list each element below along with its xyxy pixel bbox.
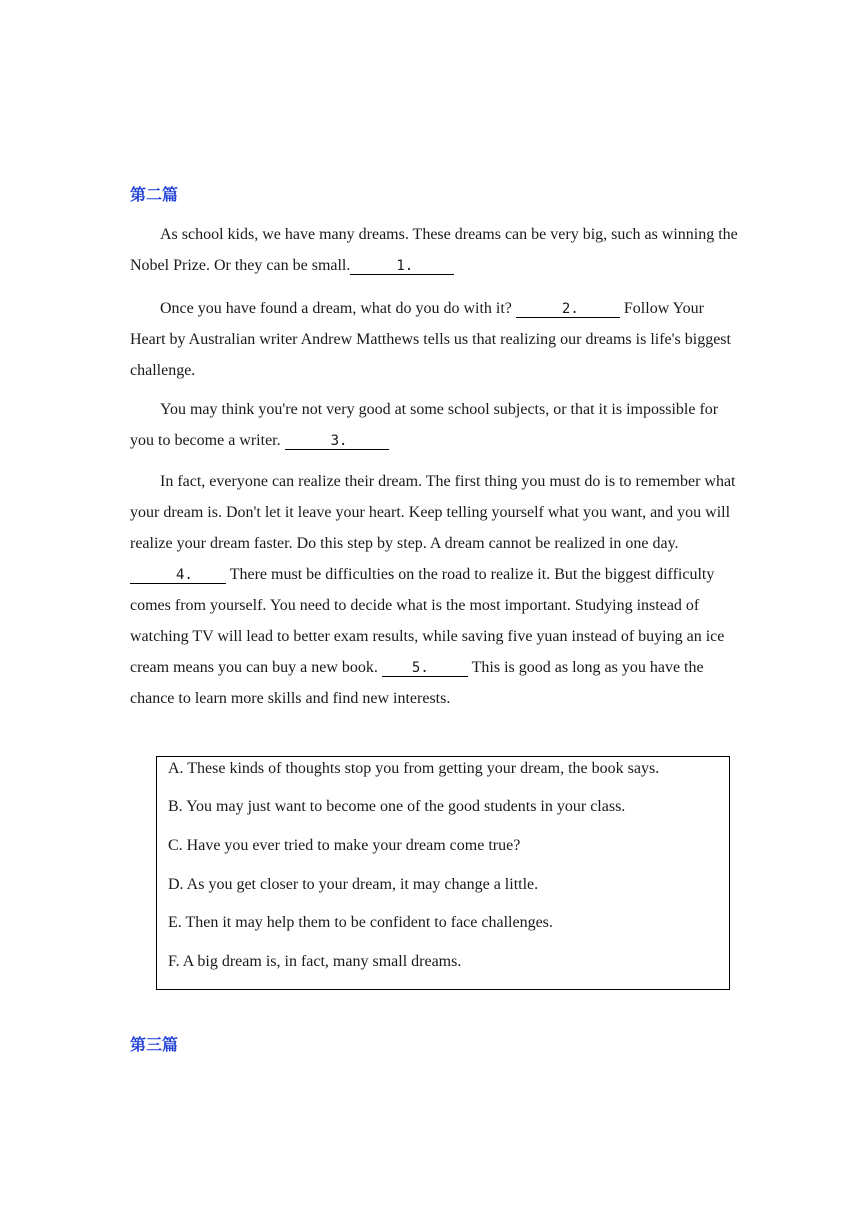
paragraph-4-text-b: There must be difficulties on the road to realize it. But the biggest difficulty comes from yourself. You need to decide what is the most important. Studying instead of watching TV will lead to better exam results, while saving five yuan instead of buying an ice cream means you can buy a new book. (130, 566, 725, 676)
answer-blank-3[interactable]: 3. (285, 432, 389, 450)
answer-blank-1[interactable]: 1. (350, 257, 454, 275)
paragraph-2-text-b: Follow Your Heart by Australian writer Andrew Matthews tells us that realizing our dreams is life's biggest challenge. (130, 300, 731, 379)
paragraph-2-text-a: Once you have found a dream, what do you do with it? (160, 300, 516, 317)
paragraph-4-text-c: This is good as long as you have the chance to learn more skills and find new interests. (130, 659, 704, 707)
paragraph-1-text: As school kids, we have many dreams. These dreams can be very big, such as winning the Nobel Prize. Or they can be small. (130, 226, 738, 274)
section-heading-3: 第三篇 (130, 1035, 179, 1054)
paragraph-2 (130, 293, 740, 386)
paragraph-4 (130, 466, 740, 714)
paragraph-3-text: You may think you're not very good at some school subjects, or that it is impossible for you to become a writer. (130, 401, 719, 449)
section-heading-2: 第二篇 (130, 185, 179, 204)
answer-blank-2[interactable]: 2. (516, 300, 620, 318)
option-c: C. Have you ever tried to make your dream come true? (168, 837, 521, 854)
answer-blank-4[interactable]: 4. (130, 566, 226, 584)
options-box (156, 756, 730, 990)
option-a: A. These kinds of thoughts stop you from getting your dream, the book says. (168, 760, 660, 777)
paragraph-3 (130, 394, 740, 456)
option-b: B. You may just want to become one of the good students in your class. (168, 798, 626, 815)
paragraph-4-text-a: In fact, everyone can realize their dream. The first thing you must do is to remember what your dream is. Don't let it leave your heart. Keep telling yourself what you want, and you will realize your dream faster. Do this step by step. A dream cannot be realized in one day. (130, 473, 736, 552)
option-d: D. As you get closer to your dream, it may change a little. (168, 876, 539, 893)
answer-blank-5[interactable]: 5. (382, 659, 468, 677)
paragraph-1 (130, 219, 740, 281)
option-f: F. A big dream is, in fact, many small dreams. (168, 953, 462, 970)
option-e: E. Then it may help them to be confident to face challenges. (168, 914, 553, 931)
